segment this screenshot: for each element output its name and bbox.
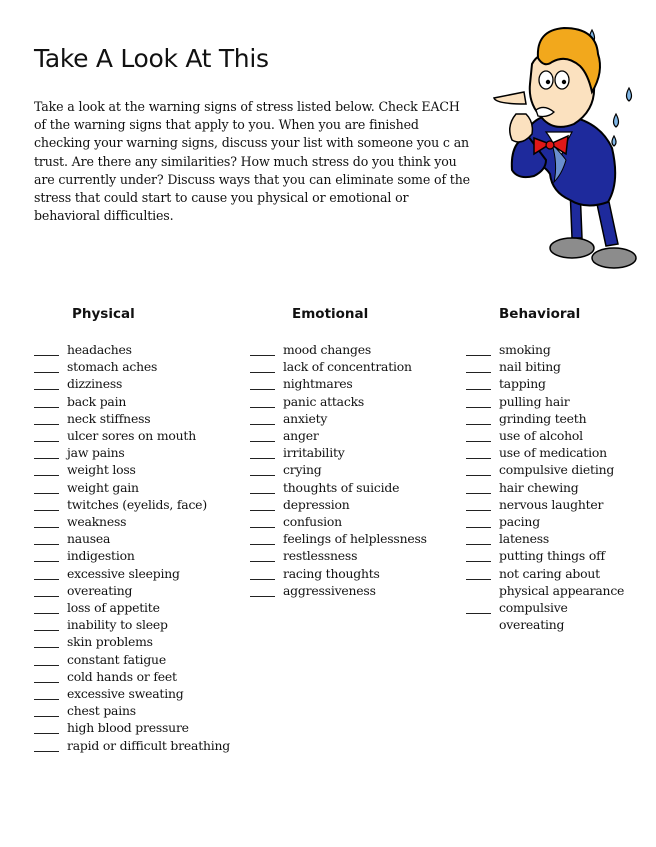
checklist-item	[250, 565, 427, 582]
check-blank[interactable]	[466, 599, 491, 614]
checklist-item	[34, 685, 230, 702]
checklist-item-label: headaches	[67, 342, 132, 357]
checklist-item	[250, 582, 427, 599]
checklist-item-label: tapping	[499, 376, 546, 392]
checklist-item	[466, 547, 624, 564]
checklist-item-label: ulcer sores on mouth	[67, 428, 196, 444]
checklist-item-label: hair chewing	[499, 479, 579, 495]
check-blank[interactable]	[34, 461, 59, 476]
check-blank[interactable]	[250, 565, 275, 580]
check-blank[interactable]	[466, 565, 491, 580]
checklist-item-label: depression	[283, 496, 350, 512]
checklist-item	[34, 737, 230, 754]
checklist-item	[250, 341, 427, 358]
checklist-item-label: physical appearance	[499, 582, 625, 598]
checklist-item	[34, 547, 230, 564]
checklist-item	[34, 565, 230, 582]
check-blank[interactable]	[250, 513, 275, 528]
checklist-item-label: pulling hair	[499, 393, 570, 409]
checklist-item	[34, 530, 230, 547]
check-blank[interactable]	[250, 358, 275, 373]
check-blank[interactable]	[466, 444, 491, 459]
check-blank[interactable]	[34, 513, 59, 528]
check-blank	[466, 616, 491, 631]
checklist-item-label: use of medication	[499, 445, 607, 461]
checklist-item-label: nausea	[67, 531, 111, 547]
checklist-item-label: irritability	[283, 445, 345, 461]
checklist-item-label: cold hands or feet	[67, 668, 177, 684]
checklist-item-label: neck stiffness	[67, 410, 151, 426]
checklist-item	[34, 651, 230, 668]
checklist-item	[34, 513, 230, 530]
check-blank[interactable]	[466, 375, 491, 390]
checklist-item	[34, 616, 230, 633]
checklist-item	[466, 410, 624, 427]
check-blank[interactable]	[250, 444, 275, 459]
checklist-item	[466, 479, 624, 496]
checklist-item	[34, 702, 230, 719]
checklist-item	[250, 496, 427, 513]
check-blank[interactable]	[34, 582, 59, 597]
checklist-item	[250, 479, 427, 496]
checklist-item-label: twitches (eyelids, face)	[67, 496, 207, 512]
checklist-item	[250, 393, 427, 410]
page-title: Take A Look At This	[34, 44, 269, 73]
checklist-item	[466, 565, 624, 582]
checklist-item-label: chest pains	[67, 703, 136, 719]
check-blank[interactable]	[466, 427, 491, 442]
check-blank[interactable]	[34, 479, 59, 494]
physical-heading: Physical	[72, 306, 135, 322]
check-blank[interactable]	[466, 461, 491, 476]
checklist-item-label: confusion	[283, 514, 342, 530]
check-blank[interactable]	[466, 393, 491, 408]
checklist-item	[466, 513, 624, 530]
checklist-item	[250, 358, 427, 375]
check-blank[interactable]	[466, 410, 491, 425]
checklist-item	[250, 410, 427, 427]
stressed-man-cartoon-icon	[488, 14, 648, 274]
checklist-item	[34, 719, 230, 736]
check-blank[interactable]	[466, 547, 491, 562]
check-blank[interactable]	[466, 513, 491, 528]
checklist-item-label: excessive sleeping	[67, 565, 180, 581]
checklist-item	[34, 375, 230, 392]
checklist-item	[466, 599, 624, 616]
checklist-item	[34, 479, 230, 496]
checklist-item	[34, 496, 230, 513]
checklist-item-label: panic attacks	[283, 393, 365, 409]
checklist-item	[466, 530, 624, 547]
check-blank	[466, 582, 491, 597]
check-blank[interactable]	[466, 496, 491, 511]
check-blank[interactable]	[34, 719, 59, 734]
checklist-item-label: rapid or difficult breathing	[67, 737, 231, 753]
checklist-item-label: back pain	[67, 393, 127, 409]
emotional-column	[250, 305, 427, 599]
check-blank[interactable]	[34, 651, 59, 666]
checklist-item-label: anxiety	[283, 410, 328, 426]
checklist-item	[250, 461, 427, 478]
checklist-item-label: constant fatigue	[67, 651, 166, 667]
checklist-item-label: mood changes	[283, 342, 372, 357]
checklist-item	[466, 461, 624, 478]
behavioral-heading: Behavioral	[499, 306, 581, 322]
checklist-item-label: jaw pains	[67, 445, 125, 461]
check-blank[interactable]	[250, 496, 275, 511]
checklist-item-label: crying	[283, 462, 322, 478]
check-blank[interactable]	[34, 375, 59, 390]
check-blank[interactable]	[250, 341, 275, 356]
checklist-item-label: skin problems	[67, 634, 153, 650]
check-blank[interactable]	[250, 461, 275, 476]
checklist-item-label: compulsive	[499, 600, 568, 616]
checklist-item-label: use of alcohol	[499, 428, 583, 444]
checklist-item-label: weakness	[67, 514, 127, 530]
check-blank[interactable]	[250, 479, 275, 494]
checklist-item	[466, 444, 624, 461]
checklist-item-label: grinding teeth	[499, 410, 587, 426]
checklist-item-label: high blood pressure	[67, 720, 189, 736]
checklist-item	[34, 427, 230, 444]
behavioral-list	[466, 341, 624, 633]
checklist-item-label: stomach aches	[67, 359, 158, 375]
checklist-item	[466, 393, 624, 410]
checklist-item-label: aggressiveness	[283, 582, 376, 598]
checklist-item-label: not caring about	[499, 565, 600, 581]
check-blank[interactable]	[34, 616, 59, 631]
checklist-item-label: weight loss	[67, 462, 136, 478]
checklist-item	[250, 427, 427, 444]
checklist-item-label: anger	[283, 428, 319, 444]
check-blank[interactable]	[250, 427, 275, 442]
checklist-item	[466, 496, 624, 513]
check-blank[interactable]	[34, 393, 59, 408]
checklist-item-label: dizziness	[67, 376, 123, 392]
checklist-item-label: lack of concentration	[283, 359, 412, 375]
check-blank[interactable]	[250, 375, 275, 390]
checklist-item-label: loss of appetite	[67, 600, 160, 616]
checklist-item	[34, 599, 230, 616]
check-blank[interactable]	[466, 530, 491, 545]
check-blank[interactable]	[466, 341, 491, 356]
checklist-item	[34, 444, 230, 461]
checklist-item	[466, 341, 624, 358]
checklist-item-label: inability to sleep	[67, 617, 168, 633]
checklist-item	[34, 461, 230, 478]
check-blank[interactable]	[34, 341, 59, 356]
check-blank[interactable]	[250, 530, 275, 545]
check-blank[interactable]	[34, 633, 59, 648]
check-blank[interactable]	[34, 444, 59, 459]
checklist-item	[466, 375, 624, 392]
checklist-item	[34, 358, 230, 375]
check-blank[interactable]	[34, 547, 59, 562]
checklist-item-label: lateness	[499, 531, 550, 547]
checklist-item	[466, 358, 624, 375]
checklist-item-label: feelings of helplessness	[283, 531, 427, 547]
check-blank[interactable]	[34, 668, 59, 683]
check-blank[interactable]	[34, 410, 59, 425]
checklist-item-label: overeating	[67, 582, 133, 598]
checklist-item	[250, 513, 427, 530]
checklist-item	[250, 444, 427, 461]
behavioral-column	[466, 305, 624, 633]
check-blank[interactable]	[250, 393, 275, 408]
check-blank[interactable]	[34, 496, 59, 511]
checklist-item-label: nail biting	[499, 359, 561, 375]
checklist-item-label: nervous laughter	[499, 496, 604, 512]
checklist-item-label: thoughts of suicide	[283, 479, 400, 495]
checklist-item	[34, 393, 230, 410]
checklist-item-label: racing thoughts	[283, 565, 380, 581]
check-blank[interactable]	[34, 599, 59, 614]
checklist-item-label: pacing	[499, 514, 540, 530]
checklist-item-label: indigestion	[67, 548, 135, 564]
check-blank[interactable]	[34, 737, 59, 752]
emotional-list	[250, 341, 427, 599]
check-blank[interactable]	[34, 685, 59, 700]
checklist-item	[466, 582, 624, 599]
checklist-item-label: nightmares	[283, 376, 353, 392]
intro-paragraph: Take a look at the warning signs of stress listed below. Check EACH of the warning signs that apply to you. When you are finished checking your warning signs, discuss your list with someone you c an trust. Are there any similarities? How much stress do you think you are currently under? Discuss ways that you can eliminate some of the stress that could start to cause you physical or emotional or behavioral difficulties.	[34, 99, 470, 224]
checklist-item-label: compulsive dieting	[499, 462, 615, 478]
check-blank[interactable]	[466, 358, 491, 373]
checklist-item	[34, 668, 230, 685]
physical-list	[34, 341, 230, 754]
check-blank[interactable]	[250, 582, 275, 597]
checklist-item	[34, 582, 230, 599]
check-blank[interactable]	[34, 565, 59, 580]
checklist-item-label: putting things off	[499, 548, 605, 564]
checklist-item	[466, 427, 624, 444]
check-blank[interactable]	[34, 358, 59, 373]
emotional-heading: Emotional	[292, 306, 369, 322]
check-blank[interactable]	[34, 530, 59, 545]
checklist-item	[466, 616, 624, 633]
checklist-item-label: restlessness	[283, 548, 358, 564]
checklist-item-label: overeating	[499, 617, 565, 633]
checklist-item	[34, 410, 230, 427]
checklist-item	[250, 547, 427, 564]
checklist-item	[250, 530, 427, 547]
checklist-item-label: excessive sweating	[67, 686, 184, 702]
physical-column	[34, 305, 230, 754]
checklist-item	[34, 633, 230, 650]
check-blank[interactable]	[250, 410, 275, 425]
check-blank[interactable]	[250, 547, 275, 562]
check-blank[interactable]	[34, 702, 59, 717]
checklist-item	[34, 341, 230, 358]
checklist-item	[250, 375, 427, 392]
checklist-item-label: smoking	[499, 342, 551, 357]
checklist-item-label: weight gain	[67, 479, 139, 495]
check-blank[interactable]	[34, 427, 59, 442]
check-blank[interactable]	[466, 479, 491, 494]
